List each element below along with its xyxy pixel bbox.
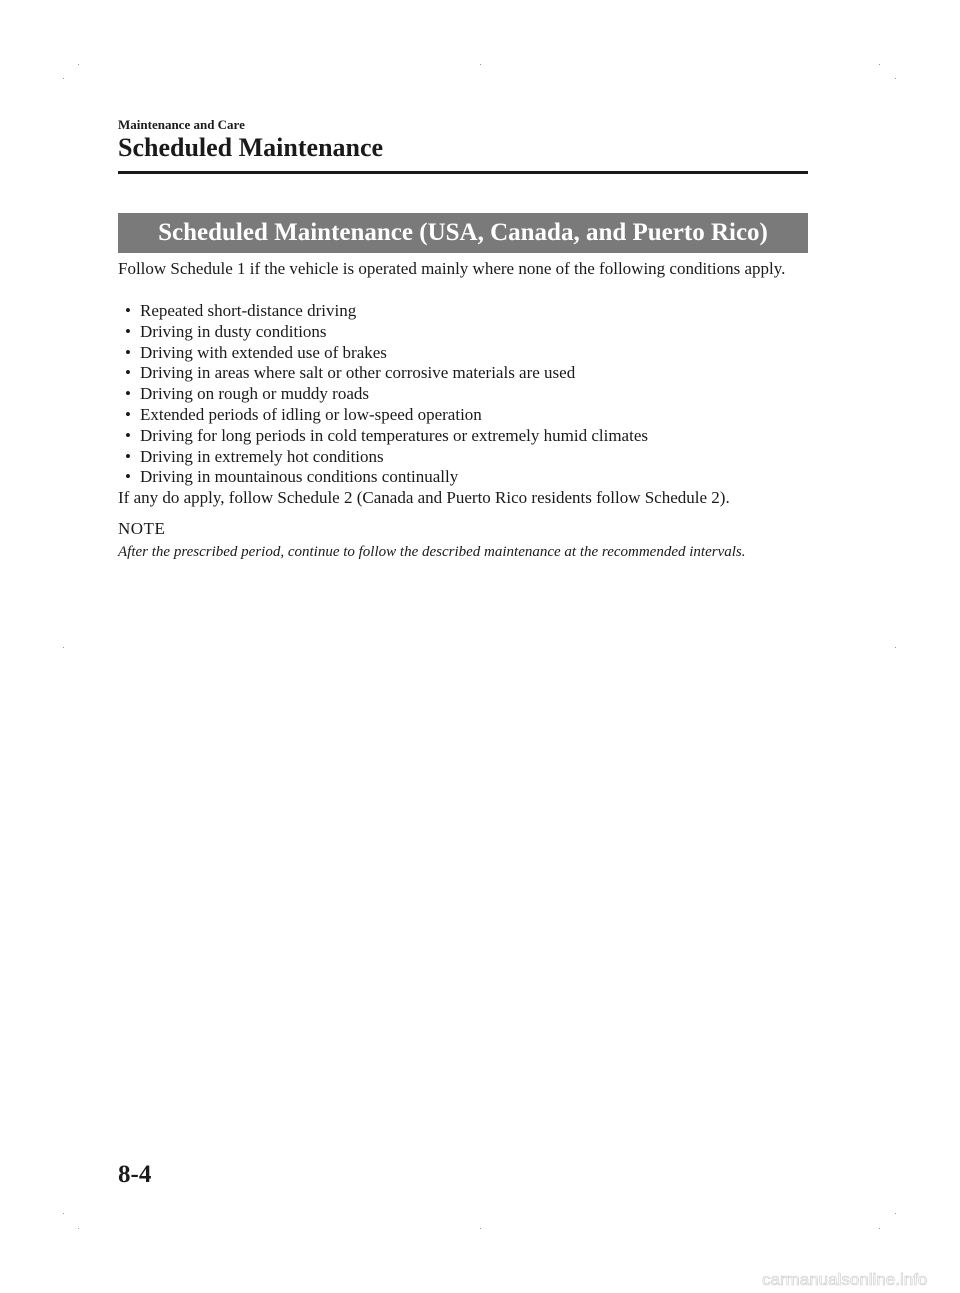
bullet-icon: •: [125, 467, 131, 487]
bullet-icon: •: [125, 342, 131, 362]
bullet-icon: •: [125, 363, 131, 383]
list-item: [118, 426, 648, 447]
list-item-text: Driving with extended use of brakes: [140, 342, 387, 362]
bullet-icon: •: [125, 404, 131, 424]
list-item: [118, 467, 648, 488]
crop-mark: [63, 78, 64, 79]
conditions-list: [118, 301, 648, 488]
list-item-text: Driving in dusty conditions: [140, 321, 327, 341]
crop-mark: [895, 1213, 896, 1214]
list-item: [118, 301, 648, 322]
list-item-text: Driving in extremely hot conditions: [140, 446, 384, 466]
list-item-text: Driving for long periods in cold temperatures or extremely humid climates: [140, 425, 648, 445]
crop-mark: [78, 1228, 79, 1229]
list-item-text: Extended periods of idling or low-speed operation: [140, 404, 482, 424]
section-divider: [118, 171, 808, 174]
list-item-text: Driving on rough or muddy roads: [140, 384, 370, 404]
followup-paragraph: If any do apply, follow Schedule 2 (Canada and Puerto Rico residents follow Schedule 2).: [118, 488, 730, 507]
list-item-text: Driving in areas where salt or other corrosive materials are used: [140, 363, 576, 383]
chapter-label: Maintenance and Care: [118, 117, 245, 132]
crop-mark: [480, 64, 481, 65]
list-item: [118, 447, 648, 468]
crop-mark: [895, 78, 896, 79]
crop-mark: [78, 64, 79, 65]
note-label: NOTE: [118, 519, 166, 538]
crop-mark: [63, 1213, 64, 1214]
note-text: After the prescribed period, continue to follow the described maintenance at the recommended intervals.: [118, 544, 746, 560]
intro-paragraph: Follow Schedule 1 if the vehicle is operated mainly where none of the following conditions apply.: [118, 259, 786, 278]
bullet-icon: •: [125, 301, 131, 320]
bullet-icon: •: [125, 384, 131, 404]
topic-heading: Scheduled Maintenance (USA, Canada, and Puerto Rico): [118, 213, 808, 253]
list-item: [118, 384, 648, 405]
list-item: [118, 322, 648, 343]
list-item: [118, 343, 648, 364]
page-number: 8-4: [118, 1161, 152, 1188]
crop-mark: [480, 1228, 481, 1229]
crop-mark: [63, 647, 64, 648]
list-item: [118, 363, 648, 384]
list-item-text: Driving in mountainous conditions continually: [140, 467, 459, 487]
list-item-text: Repeated short-distance driving: [140, 301, 357, 320]
watermark-text: carmanualsonline.info: [762, 1270, 928, 1289]
crop-mark: [879, 1228, 880, 1229]
bullet-icon: •: [125, 446, 131, 466]
bullet-icon: •: [125, 425, 131, 445]
bullet-icon: •: [125, 321, 131, 341]
crop-mark: [895, 647, 896, 648]
list-item: [118, 405, 648, 426]
section-title: Scheduled Maintenance: [118, 133, 384, 162]
crop-mark: [879, 64, 880, 65]
